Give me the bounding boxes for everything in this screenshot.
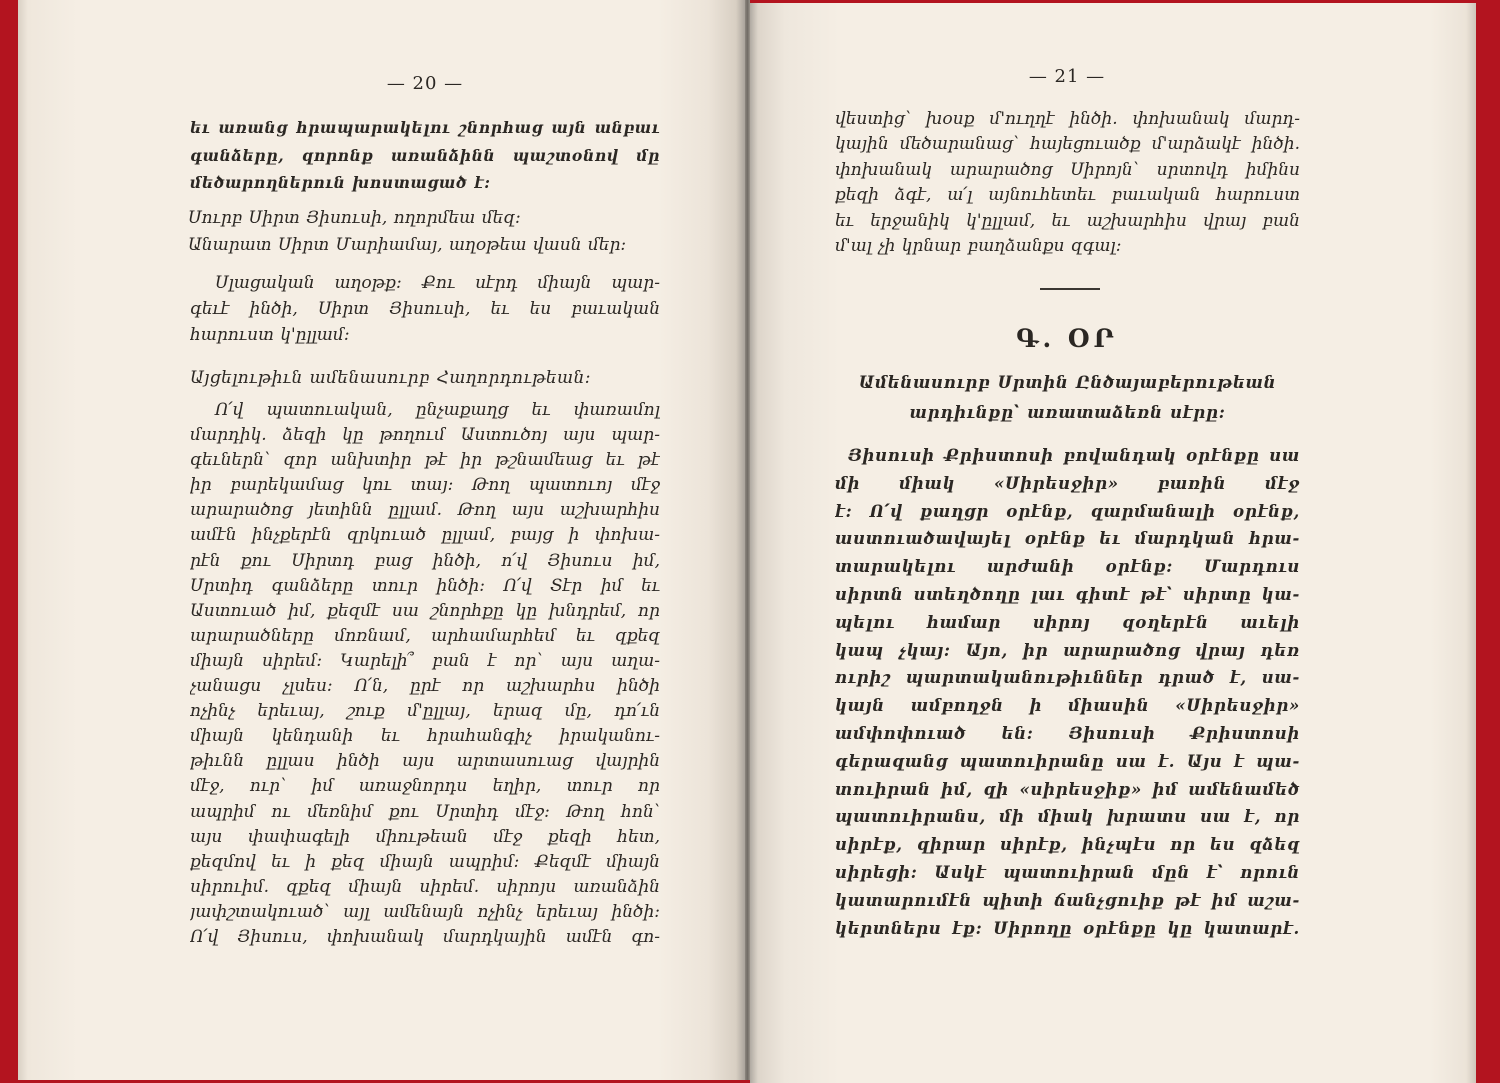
intro-line: գանձերը, զորոնք առանձինն պաշտօնով մը: [190, 145, 660, 165]
page-number: — 20 —: [386, 73, 464, 94]
intro-line: մեծարողներուն խոստացած է:: [190, 173, 491, 192]
paragraph-line: գերազանց պատուիրանը սա է. Այս է պա-: [835, 751, 1300, 771]
paragraph-line: միայն սիրեմ: Կարելի՞ բան է որ՝ այս աղա-: [190, 650, 660, 671]
paragraph-line: սիրեցի: Ասկէ պատուիրան մըն է՝ որուն: [835, 862, 1300, 882]
paragraph-line: այս փափագելի միութեան մէջ քեզի հետ,: [190, 826, 660, 847]
paragraph-line: քեզմով եւ ի քեզ միայն ապրիմ: Քեզմէ միայն: [190, 851, 660, 872]
prayer-line: գեւէ ինծի, Սիրտ Յիսուսի, եւ ես բաւական: [190, 299, 660, 319]
intro-paragraph: [190, 114, 660, 197]
paragraph-line: քեզի ձգէ, ա՛լ այնուհետեւ բաւական հարուստ: [835, 185, 1300, 206]
day-subtitle: [835, 368, 1300, 428]
paragraph-line: կային մեծարանաց՝ հայեցուածք մ'արձակէ ինծի.: [835, 134, 1300, 155]
day-subtitle-line: Ամենասուրբ Սրտին Ընծայաբերութեան: [858, 373, 1277, 392]
paragraph-line: Յիսուսի Քրիստոսի բովանդակ օրէնքը սա: [848, 446, 1300, 465]
paragraph-line: մէջ, ուր՝ իմ առաջնորդս եղիր, տուր որ: [190, 776, 660, 797]
paragraph-line: գեւներն՝ զոր անխտիր թէ իր թշնամեաց եւ թէ: [190, 450, 660, 471]
prayer-line: հարուստ կ'ըլլամ:: [190, 325, 350, 345]
visit-paragraph: [190, 398, 660, 950]
paragraph-line: տարակելու արժանի օրէնք: Մարդուս: [835, 557, 1300, 577]
paragraph-line: ամէն ինչքերէն զրկուած ըլլամ, բայց ի փոխա-: [190, 525, 660, 546]
paragraph-line: պելու համար սիրոյ զօղերէն աւելի: [835, 612, 1300, 632]
invocation-line: Անարատ Սիրտ Մարիամայ, աղօթեա վասն մեր:: [188, 235, 627, 255]
paragraph-line: վեստից՝ խօսք մ'ուղղէ ինծի. փոխանակ մարդ-: [835, 109, 1300, 129]
prayer-paragraph: [190, 270, 660, 348]
paragraph-line: ապրիմ ու մեռնիմ քու Սրտիդ մէջ: Թող հոն՝: [190, 801, 660, 822]
paragraph-line: ամփոփուած են: Յիսուսի Քրիստոսի: [835, 723, 1300, 743]
right-page: [750, 3, 1476, 1083]
paragraph-line: կապ չկայ: Այո, իր արարածոց վրայ դեռ: [835, 640, 1300, 660]
paragraph-line: իր բարեկամաց կու տայ: Թող պատուոյ մէջ: [190, 475, 660, 496]
horizontal-rule: [1040, 288, 1100, 290]
paragraph-line: մի միակ «Սիրեսջիր» բառին մէջ: [835, 473, 1300, 493]
paragraph-line: եւ երջանիկ կ'ըլլամ, եւ աշխարհիս վրայ բան: [835, 210, 1300, 231]
paragraph-line: մ'ալ չի կրնար բաղձանքս զգալ:: [835, 235, 1122, 256]
paragraph-line: սիրուիմ. զքեզ միայն սիրեմ. սիրոյս առանձին: [190, 876, 660, 897]
paragraph-line: արարածոց յետինն ըլլամ. Թող այս աշխարհիս: [190, 500, 660, 521]
intro-line: եւ առանց հրապարակելու շնորհաց այն անբաւ: [190, 118, 660, 137]
paragraph-line: արարածները մոռնամ, արհամարհեմ եւ զքեզ: [190, 625, 660, 646]
paragraph-line: սիրտն ստեղծողը լաւ գիտէ թէ՝ սիրտը կա-: [835, 584, 1300, 604]
section-heading: Այցելութիւն ամենասուրբ Հաղորդութեան:: [190, 368, 591, 388]
paragraph-line: թիւնն ըլլաս ինծի այս արտասուաց վայրին: [190, 751, 660, 772]
paragraph-line: Սրտիդ գանձերը տուր ինծի: Ո՛վ Տէր իմ եւ: [190, 575, 660, 596]
invocations: [188, 205, 663, 259]
paragraph-line: յափշտակուած՝ այլ ամենայն ոչինչ երեւայ ինծի:: [190, 901, 660, 922]
paragraph-line: կերտներս էք: Սիրողը օրէնքը կը կատարէ.: [835, 918, 1300, 938]
paragraph-line: ուրիշ պարտականութիւններ դրած է, սա-: [835, 668, 1300, 688]
paragraph-line: կատարումէն պիտի ճանչցուիք թէ իմ աշա-: [835, 890, 1300, 910]
paragraph-line: ոչինչ երեւայ, շուք մ'ըլլայ, երազ մը, դո՛ւն: [190, 701, 660, 722]
paragraph-line: Ո՛վ պատուական, ընչաքաղց եւ փառամոլ: [215, 400, 660, 420]
paragraph-line: է: Ո՛վ քաղցր օրէնք, զարմանալի օրէնք,: [835, 501, 1300, 521]
paragraph-line: չանացս չլսես: Ո՛ն, ըրէ որ աշխարհս ինծի: [190, 676, 660, 697]
paragraph-line: Աստուած իմ, քեզմէ սա շնորհքը կը խնդրեմ, որ: [190, 600, 660, 621]
invocation-line: Սուրբ Սիրտ Յիսուսի, ողորմեա մեզ:: [188, 208, 521, 228]
paragraph-line: մարդիկ. ձեզի կը թողում Աստուծոյ այս պար-: [190, 425, 660, 446]
body-paragraph: [835, 442, 1300, 942]
paragraph-line: աստուածավայել օրէնք եւ մարդկան հրա-: [835, 529, 1300, 549]
section-heading-block: [190, 366, 665, 391]
paragraph-line: փոխանակ արարածոց Սիրոյն՝ սրտովդ իմինս: [835, 159, 1300, 180]
paragraph-line: սիրէք, զիրար սիրէք, ինչպէս որ ես զձեզ: [835, 835, 1300, 855]
paragraph-line: րէն քու Սիրտդ բաց ինծի, ո՛վ Յիսուս իմ,: [190, 550, 660, 571]
page-number: — 21 —: [1028, 66, 1106, 87]
paragraph-line: Ո՛վ Յիսուս, փոխանակ մարդկային ամէն գո-: [190, 926, 660, 947]
left-page: [18, 0, 745, 1080]
paragraph-line: միայն կենդանի եւ հրահանգիչ իրականու-: [190, 726, 660, 747]
day-heading: Գ. ՕՐ: [1016, 324, 1118, 353]
continued-paragraph: [835, 107, 1300, 259]
paragraph-line: պատուիրանս, մի միակ խրատս սա է, որ: [835, 807, 1300, 827]
paragraph-line: տուիրան իմ, զի «սիրեսջիք» իմ ամենամեծ: [835, 779, 1300, 799]
paragraph-line: կայն ամբողջն ի միասին «Սիրեսջիր»: [835, 696, 1300, 716]
day-subtitle-line: արդիւնքը՝ առատաձեռն սէրը:: [909, 403, 1226, 422]
prayer-line: Սլացական աղօթք: Քու սէրդ միայն պար-: [215, 273, 660, 293]
